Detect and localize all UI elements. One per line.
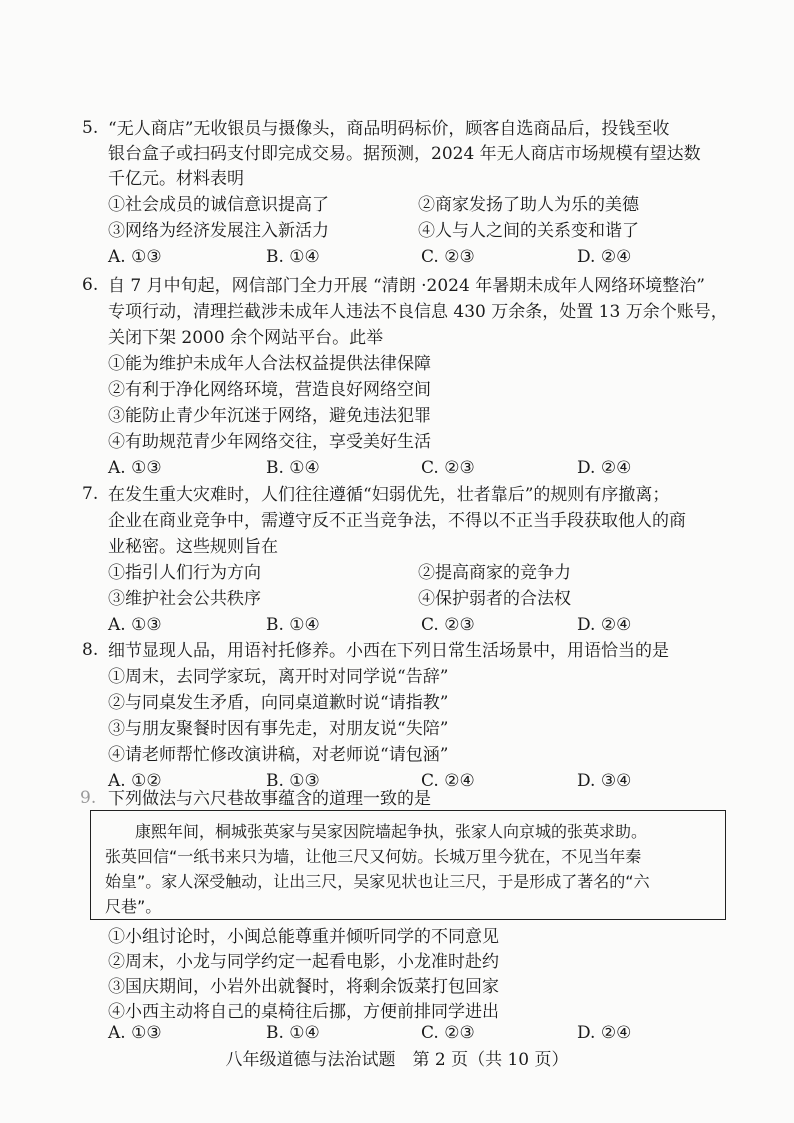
question-stem-line: 在发生重大灾难时，人们往往遵循“妇弱优先，壮者靠后”的规则有序撤离； [108, 485, 670, 505]
question-number: 7. [82, 484, 99, 504]
question-stem-line: 业秘密。这些规则旨在 [108, 537, 278, 557]
option-d: D. ②④ [577, 247, 632, 267]
statement: ①小组讨论时，小闽总能尊重并倾听同学的不同意见 [108, 927, 499, 947]
question-stem-line: 企业在商业竞争中，需遵守反不正当竞争法，不得以不正当手段获取他人的商 [108, 511, 686, 531]
statement: ③与朋友聚餐时因有事先走，对朋友说“失陪” [108, 719, 449, 739]
option-c: C. ②③ [421, 615, 475, 635]
option-c: C. ②③ [421, 247, 475, 267]
option-a: A. ①③ [108, 1023, 162, 1043]
option-a: A. ①③ [108, 615, 162, 635]
option-c: C. ②④ [421, 771, 475, 791]
material-line: 始皇”。家人深受触动，让出三尺，吴家见状也让三尺，于是形成了著名的“六 [105, 872, 650, 891]
question-stem-line: 关闭下架 2000 余个网站平台。此举 [108, 328, 384, 348]
option-b: B. ①④ [266, 1023, 320, 1043]
option-d: D. ②④ [577, 1023, 632, 1043]
option-a: A. ①③ [108, 247, 162, 267]
statement: ②与同桌发生矛盾，向同桌道歉时说“请指教” [108, 693, 449, 713]
option-c: C. ②③ [421, 458, 475, 478]
question-number: 8. [82, 640, 99, 660]
statement: ③能防止青少年沉迷于网络，避免违法犯罪 [108, 406, 431, 426]
option-a: A. ①③ [108, 458, 162, 478]
question-stem-line: 专项行动，清理拦截涉未成年人违法不良信息 430 万余条，处置 13 万余个账号， [108, 302, 728, 322]
statement: ②商家发扬了助人为乐的美德 [418, 195, 639, 215]
statement: ④请老师帮忙修改演讲稿，对老师说“请包涵” [108, 745, 449, 765]
statement: ③网络为经济发展注入新活力 [108, 221, 329, 241]
question-stem-line: 自 7 月中旬起，网信部门全力开展 “清朗 ·2024 年暑期未成年人网络环境整治” [108, 276, 705, 296]
option-c: C. ②③ [421, 1023, 475, 1043]
statement: ③维护社会公共秩序 [108, 589, 261, 609]
option-b: B. ①④ [266, 247, 320, 267]
statement: ②周末，小龙与同学约定一起看电影，小龙准时赴约 [108, 952, 499, 972]
statement: ④保护弱者的合法权 [418, 589, 571, 609]
statement: ④人与人之间的关系变和谐了 [418, 221, 639, 241]
statement: ②有利于净化网络环境，营造良好网络空间 [108, 380, 431, 400]
statement: ①能为维护未成年人合法权益提供法律保障 [108, 354, 431, 374]
question-number: 5. [82, 118, 99, 138]
statement: ④有助规范青少年网络交往，享受美好生活 [108, 432, 431, 452]
question-stem-line: 细节显现人品，用语衬托修养。小西在下列日常生活场景中，用语恰当的是 [108, 641, 669, 661]
option-d: D. ②④ [577, 458, 632, 478]
statement: ①指引人们行为方向 [108, 563, 261, 583]
material-line: 尺巷”。 [105, 897, 162, 916]
statement: ②提高商家的竞争力 [418, 563, 571, 583]
question-stem-line: 千亿元。材料表明 [108, 169, 244, 189]
statement: ④小西主动将自己的桌椅往后挪，方便前排同学进出 [108, 1002, 499, 1022]
question-number: 9. [80, 788, 97, 808]
option-b: B. ①④ [266, 458, 320, 478]
material-line: 张英回信“一纸书来只为墙，让他三尺又何妨。长城万里今犹在，不见当年秦 [105, 847, 642, 866]
option-d: D. ③④ [577, 771, 632, 791]
statement: ③国庆期间，小岩外出就餐时，将剩余饭菜打包回家 [108, 977, 499, 997]
material-box [90, 810, 726, 920]
question-stem-line: 银台盒子或扫码支付即完成交易。据预测，2024 年无人商店市场规模有望达数 [108, 144, 701, 164]
option-b: B. ①③ [266, 771, 320, 791]
page-footer: 八年级道德与法治试题 第 2 页（共 10 页） [225, 1050, 569, 1070]
statement: ①社会成员的诚信意识提高了 [108, 195, 329, 215]
option-a: A. ①② [108, 771, 162, 791]
question-stem-line: 下列做法与六尺巷故事蕴含的道理一致的是 [108, 789, 431, 809]
option-b: B. ①④ [266, 615, 320, 635]
option-d: D. ②④ [577, 615, 632, 635]
question-stem-line: “无人商店”无收银员与摄像头，商品明码标价，顾客自选商品后，投钱至收 [108, 119, 670, 139]
question-number: 6. [82, 275, 99, 295]
statement: ①周末，去同学家玩，离开时对同学说“告辞” [108, 667, 449, 687]
material-line: 康熙年间，桐城张英家与吴家因院墙起争执，张家人向京城的张英求助。 [135, 822, 648, 841]
